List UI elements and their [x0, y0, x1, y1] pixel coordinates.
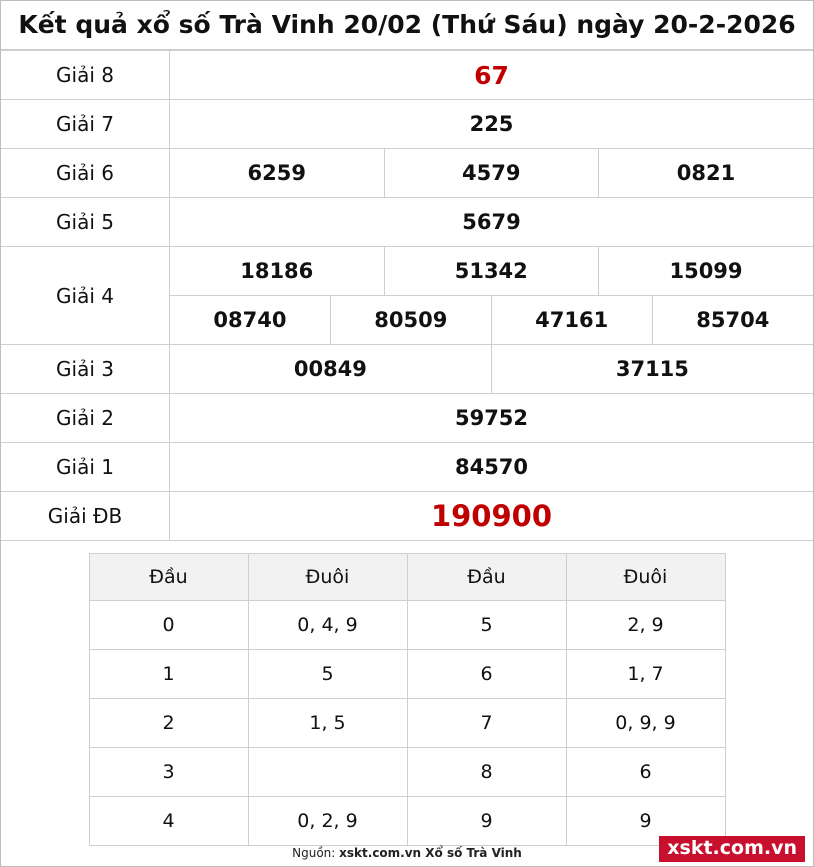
cell-dau-left: 4	[89, 797, 248, 846]
head-tail-table	[89, 553, 726, 846]
prize-value-g4-4: 08740	[170, 296, 331, 345]
prize-value-g6-2: 4579	[384, 149, 599, 198]
cell-duoi-right: 2, 9	[566, 601, 725, 650]
table-row	[1, 51, 813, 100]
watermark-badge: xskt.com.vn	[659, 836, 805, 862]
cell-dau-right: 5	[407, 601, 566, 650]
cell-dau-right: 8	[407, 748, 566, 797]
prize-value-g7: 225	[170, 100, 814, 149]
prize-label-g6: Giải 6	[1, 149, 170, 198]
prize-value-g2: 59752	[170, 394, 814, 443]
prize-value-g6-3: 0821	[599, 149, 814, 198]
g8-number: 67	[474, 60, 509, 90]
cell-duoi-right: 0, 9, 9	[566, 699, 725, 748]
cell-duoi-left: 5	[248, 650, 407, 699]
prize-value-g1: 84570	[170, 443, 814, 492]
table-row	[1, 198, 813, 247]
table-row	[1, 345, 813, 394]
table-row	[89, 650, 725, 699]
source-name: xskt.com.vn Xổ số Trà Vinh	[339, 846, 522, 860]
cell-duoi-left	[248, 748, 407, 797]
table-row	[89, 748, 725, 797]
cell-dau-right: 9	[407, 797, 566, 846]
results-table	[1, 50, 813, 541]
prize-label-g4: Giải 4	[1, 247, 170, 345]
prize-value-g4-7: 85704	[652, 296, 813, 345]
header-duoi-right: Đuôi	[566, 554, 725, 601]
db-number: 190900	[430, 499, 553, 533]
cell-duoi-left: 1, 5	[248, 699, 407, 748]
prize-label-db: Giải ĐB	[1, 492, 170, 541]
prize-value-g4-5: 80509	[330, 296, 491, 345]
table-row	[1, 247, 813, 296]
source-label: Nguồn:	[292, 846, 336, 860]
prize-value-g4-3: 15099	[599, 247, 814, 296]
prize-label-g5: Giải 5	[1, 198, 170, 247]
cell-dau-left: 3	[89, 748, 248, 797]
prize-label-g3: Giải 3	[1, 345, 170, 394]
header-dau-right: Đầu	[407, 554, 566, 601]
table-row	[89, 797, 725, 846]
prize-value-g8	[170, 51, 814, 100]
cell-duoi-right: 6	[566, 748, 725, 797]
header-duoi-left: Đuôi	[248, 554, 407, 601]
cell-dau-right: 6	[407, 650, 566, 699]
table-row	[1, 443, 813, 492]
page-title: Kết quả xổ số Trà Vinh 20/02 (Thứ Sáu) ngày 20-2-2026	[1, 1, 813, 50]
table-header-row	[89, 554, 725, 601]
cell-duoi-left: 0, 4, 9	[248, 601, 407, 650]
table-row	[1, 492, 813, 541]
table-row	[1, 394, 813, 443]
cell-dau-left: 2	[89, 699, 248, 748]
cell-dau-right: 7	[407, 699, 566, 748]
prize-value-g3-1: 00849	[170, 345, 492, 394]
prize-value-g5: 5679	[170, 198, 814, 247]
header-dau-left: Đầu	[89, 554, 248, 601]
prize-value-g4-2: 51342	[384, 247, 599, 296]
cell-duoi-left: 0, 2, 9	[248, 797, 407, 846]
cell-duoi-right: 1, 7	[566, 650, 725, 699]
cell-duoi-right: 9	[566, 797, 725, 846]
table-row	[89, 601, 725, 650]
table-row	[1, 100, 813, 149]
table-row	[1, 149, 813, 198]
prize-label-g2: Giải 2	[1, 394, 170, 443]
prize-value-db	[170, 492, 814, 541]
prize-value-g3-2: 37115	[491, 345, 813, 394]
prize-value-g4-6: 47161	[491, 296, 652, 345]
prize-label-g1: Giải 1	[1, 443, 170, 492]
prize-value-g6-1: 6259	[170, 149, 385, 198]
cell-dau-left: 1	[89, 650, 248, 699]
table-row	[89, 699, 725, 748]
prize-value-g4-1: 18186	[170, 247, 385, 296]
cell-dau-left: 0	[89, 601, 248, 650]
prize-label-g7: Giải 7	[1, 100, 170, 149]
prize-label-g8: Giải 8	[1, 51, 170, 100]
head-tail-section	[1, 553, 813, 846]
